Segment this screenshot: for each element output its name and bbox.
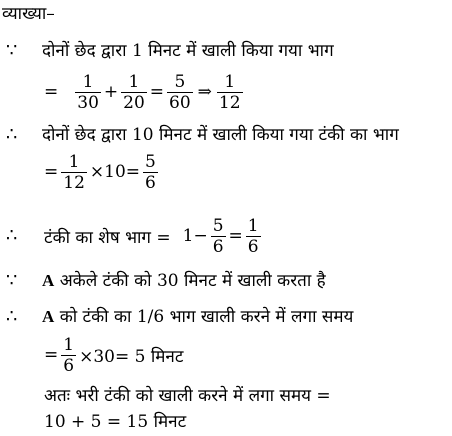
numerator: 1	[128, 71, 140, 92]
equals-sign: =	[149, 82, 165, 102]
denominator: 12	[63, 172, 85, 193]
heading: व्याख्या–	[2, 4, 55, 24]
fraction	[61, 152, 87, 193]
denominator: 6	[247, 236, 259, 257]
equation-5	[42, 333, 185, 377]
numerator: 5	[212, 215, 224, 236]
denominator: 30	[77, 92, 99, 113]
statement-4	[42, 271, 326, 291]
statement-1: दोनों छेद द्वारा 1 मिनट में खाली किया गया भाग	[42, 41, 334, 61]
numerator: 1	[224, 71, 236, 92]
fraction	[121, 72, 147, 113]
numerator: 5	[145, 151, 156, 172]
statement-6: अतः भरी टंकी को खाली करने में लगा समय =	[44, 386, 331, 406]
denominator: 60	[169, 92, 191, 113]
statement-5	[42, 307, 353, 327]
fraction	[246, 216, 261, 257]
denominator: 6	[212, 236, 224, 257]
because-symbol: ∵	[6, 270, 18, 291]
fraction	[167, 72, 193, 113]
fraction	[61, 335, 76, 376]
remaining-label: टंकी का शेष भाग =	[44, 227, 171, 248]
eq5-prefix: =	[44, 345, 59, 365]
eq1-prefix: =	[44, 82, 59, 102]
statement-2: दोनों छेद द्वारा 10 मिनट में खाली किया गया टंकी का भाग	[42, 125, 399, 145]
therefore-symbol: ∴	[6, 124, 18, 145]
equation-1	[42, 70, 244, 114]
numerator: 1	[247, 215, 259, 236]
statement-3	[42, 214, 262, 258]
numerator: 1	[82, 71, 94, 92]
numerator: 1	[63, 334, 75, 355]
fraction	[143, 152, 158, 193]
plus-sign: +	[103, 82, 119, 102]
one-minus: 1−	[182, 226, 208, 246]
equals-sign: =	[228, 226, 243, 246]
equation-2	[42, 150, 159, 194]
eq5-rest: ×30= 5 मिनट	[79, 346, 184, 367]
times-ten: ×10=	[89, 162, 141, 182]
variable-a: A	[42, 271, 55, 290]
denominator: 6	[145, 172, 156, 193]
implies-arrow: ⇒	[197, 82, 212, 102]
because-symbol: ∵	[6, 40, 18, 61]
fraction	[75, 72, 101, 113]
denominator: 20	[123, 92, 145, 113]
fraction	[211, 216, 226, 257]
numerator: 1	[68, 151, 80, 172]
numerator: 5	[174, 71, 186, 92]
therefore-symbol: ∴	[6, 306, 18, 327]
fraction	[217, 72, 243, 113]
variable-a: A	[42, 307, 55, 326]
therefore-symbol: ∴	[6, 225, 18, 246]
denominator: 12	[218, 92, 241, 113]
final-answer: 10 + 5 = 15 मिनट	[44, 412, 187, 432]
statement-4-text: अकेले टंकी को 30 मिनट में खाली करता है	[59, 271, 326, 291]
eq2-prefix: =	[44, 162, 59, 182]
statement-5-text: को टंकी का 1/6 भाग खाली करने में लगा समय	[59, 307, 354, 327]
denominator: 6	[63, 355, 75, 376]
